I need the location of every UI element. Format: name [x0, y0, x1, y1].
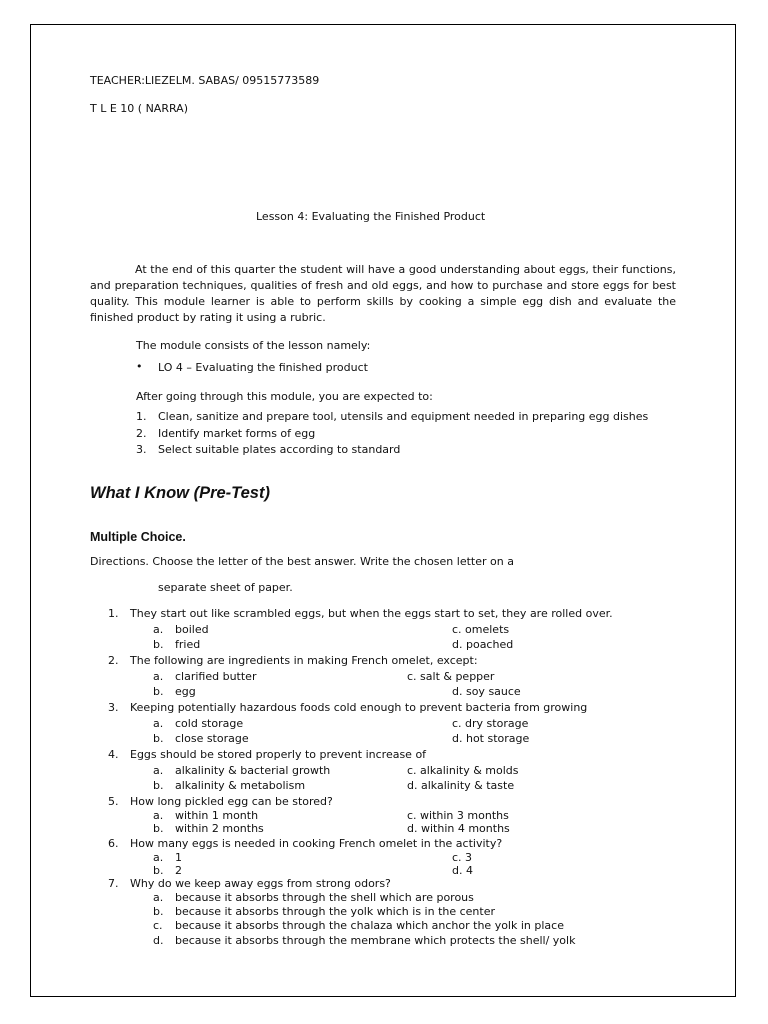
option-text: because it absorbs through the chalaza which anchor the yolk in place [175, 919, 564, 932]
option-b: egg [175, 685, 196, 698]
lesson-title: Lesson 4: Evaluating the Finished Product [256, 210, 486, 223]
expected-num: 1. [136, 410, 147, 423]
option-c: c. 3 [452, 851, 473, 864]
expected-item: Identify market forms of egg [158, 427, 316, 440]
option-c: c. alkalinity & molds [407, 764, 519, 777]
option-letter: b. [153, 864, 164, 877]
section-title: What I Know (Pre-Test) [90, 484, 270, 502]
question-text: How long pickled egg can be stored? [130, 795, 333, 808]
intro-paragraph [90, 262, 676, 326]
option-c: c. dry storage [452, 717, 529, 730]
question-text: The following are ingredients in making French omelet, except: [130, 654, 478, 667]
module-intro: The module consists of the lesson namely: [136, 339, 371, 352]
option-d: d. within 4 months [407, 822, 510, 835]
question-text: Keeping potentially hazardous foods cold enough to prevent bacteria from growing [130, 701, 588, 714]
bullet-icon: • [136, 360, 143, 373]
option-letter: b. [153, 638, 164, 651]
option-a: within 1 month [175, 809, 259, 822]
option-letter: a. [153, 851, 164, 864]
directions-line-2: separate sheet of paper. [158, 581, 293, 594]
option-a: alkalinity & bacterial growth [175, 764, 331, 777]
expected-num: 3. [136, 443, 147, 456]
option-b: within 2 months [175, 822, 264, 835]
question-number: 3. [108, 701, 119, 714]
option-letter: a. [153, 670, 164, 683]
expected-num: 2. [136, 427, 147, 440]
option-d: d. 4 [452, 864, 473, 877]
option-a: boiled [175, 623, 209, 636]
subsection-title: Multiple Choice. [90, 530, 186, 544]
option-text: because it absorbs through the membrane which protects the shell/ yolk [175, 934, 576, 947]
option-letter: a. [153, 717, 164, 730]
directions-line-1: Directions. Choose the letter of the best answer. Write the chosen letter on a [90, 555, 514, 568]
option-letter: b. [153, 779, 164, 792]
intro-paragraph-text: At the end of this quarter the student will have a good understanding about eggs, their functions, and preparation techniques, qualities of fresh and old eggs, and how to purchase and store eggs for best quality. This module learner is able to perform skills by cooking a simple egg dish and evaluate the finished product by rating it using a rubric. [90, 263, 676, 324]
expected-intro: After going through this module, you are expected to: [136, 390, 433, 403]
question-number: 2. [108, 654, 119, 667]
option-d: d. soy sauce [452, 685, 521, 698]
question-number: 6. [108, 837, 119, 850]
class-line: T L E 10 ( NARRA) [90, 102, 188, 115]
option-d: d. hot storage [452, 732, 530, 745]
option-letter: a. [153, 809, 164, 822]
option-c: c. salt & pepper [407, 670, 495, 683]
option-c: c. omelets [452, 623, 510, 636]
expected-item: Select suitable plates according to standard [158, 443, 401, 456]
option-letter: b. [153, 822, 164, 835]
option-letter: b. [153, 905, 164, 918]
option-b: close storage [175, 732, 249, 745]
question-number: 5. [108, 795, 119, 808]
option-a: clarified butter [175, 670, 257, 683]
option-letter: a. [153, 891, 164, 904]
question-text: How many eggs is needed in cooking French omelet in the activity? [130, 837, 503, 850]
option-letter: a. [153, 764, 164, 777]
option-b: fried [175, 638, 201, 651]
option-letter: d. [153, 934, 164, 947]
option-text: because it absorbs through the yolk which is in the center [175, 905, 496, 918]
option-letter: b. [153, 732, 164, 745]
option-a: 1 [175, 851, 182, 864]
teacher-line: TEACHER:LIEZELM. SABAS/ 09515773589 [90, 74, 320, 87]
option-b: alkalinity & metabolism [175, 779, 306, 792]
option-d: d. alkalinity & taste [407, 779, 515, 792]
option-d: d. poached [452, 638, 514, 651]
question-number: 1. [108, 607, 119, 620]
option-b: 2 [175, 864, 182, 877]
option-letter: c. [153, 919, 163, 932]
question-text: Why do we keep away eggs from strong odors? [130, 877, 391, 890]
option-letter: b. [153, 685, 164, 698]
option-c: c. within 3 months [407, 809, 509, 822]
module-lesson-item: LO 4 – Evaluating the finished product [158, 361, 368, 374]
question-text: They start out like scrambled eggs, but when the eggs start to set, they are rolled over. [130, 607, 613, 620]
option-text: because it absorbs through the shell which are porous [175, 891, 474, 904]
option-letter: a. [153, 623, 164, 636]
expected-item: Clean, sanitize and prepare tool, utensils and equipment needed in preparing egg dishes [158, 410, 649, 423]
question-number: 4. [108, 748, 119, 761]
page-border [30, 24, 736, 997]
question-number: 7. [108, 877, 119, 890]
option-a: cold storage [175, 717, 244, 730]
question-text: Eggs should be stored properly to prevent increase of [130, 748, 427, 761]
